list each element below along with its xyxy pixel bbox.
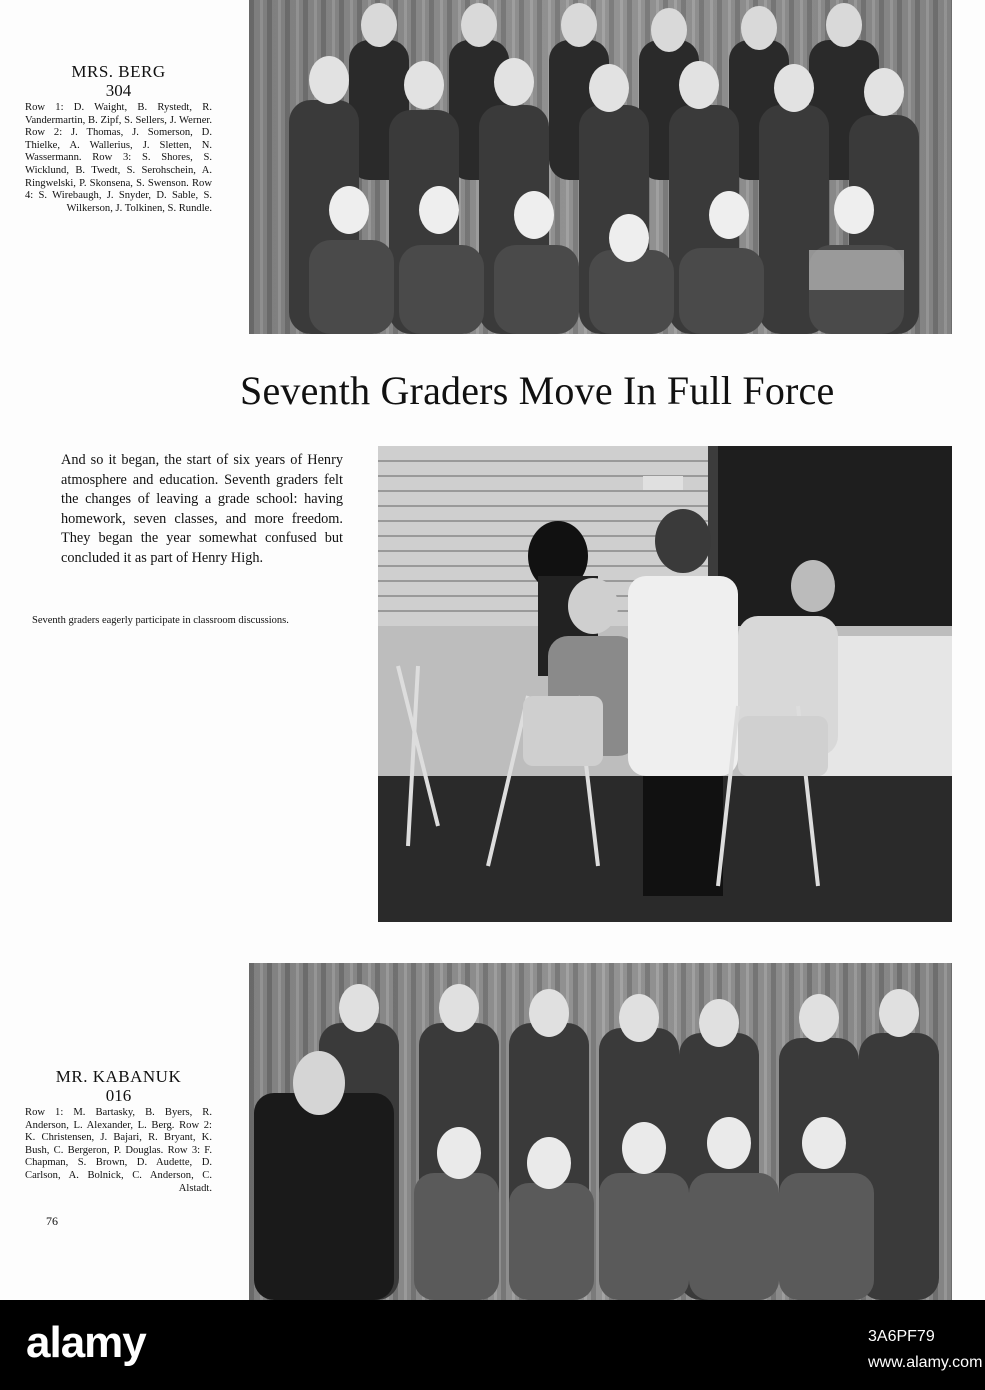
page-headline: Seventh Graders Move In Full Force: [240, 368, 835, 413]
student-names: Row 1: M. Bartasky, B. Byers, R. Anderson, L. Alexander, L. Berg. Row 2: K. Christensen, J. Bajari, R. Bryant, K. Bush, C. Bergeron, P. Douglas. Row 3: F. Chapman, S. Brown, D. Audette, D. Carlson, A. Bolnick, C. Anderson, C. Alstadt.: [25, 1107, 212, 1194]
teacher-name: MR. KABANUK: [55, 1067, 182, 1086]
room-number: 304: [105, 81, 132, 100]
article-body: And so it began, the start of six years of Henry atmosphere and education. Seventh graders felt the changes of leaving a grade school: having homework, seven classes, and more freedom. They began the year somewhat confused but concluded it as part of Henry High.: [61, 452, 343, 566]
student-names: Row 1: D. Waight, B. Rystedt, R. Vandermartin, B. Zipf, S. Sellers, J. Werner. Row 2: J. Thomas, J. Somerson, D. Thielke, A. Wallerius, J. Sletten, N. Wassermann. Row 3: S. Shores, S. Wicklund, B. Twedt, S. Serohschein, A. Ringwelski, P. Skonsena, S. Swenson. Row 4: S. Wirebaugh, J. Snyder, D. Sable, S. Wilkerson, J. Tolkinen, S. Rundle.: [25, 102, 212, 214]
photo-caption: Seventh graders eagerly participate in classroom discussions.: [32, 615, 289, 626]
room-number: 016: [105, 1086, 132, 1105]
teacher-name: MRS. BERG: [71, 62, 166, 81]
classroom-photo: [378, 446, 952, 922]
class-photo-berg-image: [249, 0, 952, 334]
class-photo-kabanuk: [249, 963, 952, 1300]
footer-url: www.alamy.com: [868, 1354, 983, 1371]
image-id: 3A6PF79: [868, 1328, 935, 1345]
classroom-photo-image: [378, 446, 952, 922]
class-photo-berg: [249, 0, 952, 334]
class-photo-kabanuk-image: [249, 963, 952, 1300]
page-number: 76: [46, 1214, 58, 1228]
alamy-logo: alamy: [26, 1318, 146, 1367]
class-caption-berg: [25, 62, 212, 215]
stock-footer-bar: [0, 1300, 985, 1390]
class-caption-kabanuk: [25, 1067, 212, 1195]
